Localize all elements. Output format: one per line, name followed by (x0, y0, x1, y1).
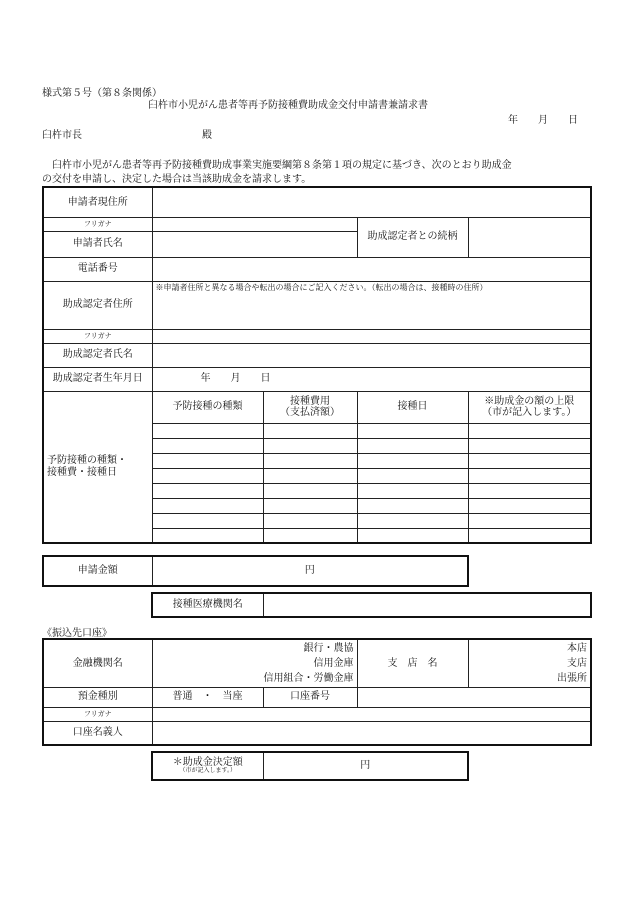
col-limit-line1: ※助成金の額の上限 (484, 395, 575, 407)
vaccine-type-field[interactable] (152, 468, 263, 483)
branch-type-main: 本店 (567, 642, 587, 654)
addressee: 臼杵市長 (42, 130, 82, 141)
branch-label: 支 店 名 (357, 639, 468, 687)
bank-type-kumiai: 信用組合・労働金庫 (263, 672, 354, 684)
recipient-address-field[interactable] (152, 281, 591, 329)
vaccine-cost-field[interactable] (263, 423, 357, 438)
vaccine-cost-field[interactable] (263, 438, 357, 453)
application-amount-field[interactable] (152, 556, 468, 586)
vaccine-limit-field (468, 513, 591, 528)
deposit-type-field[interactable]: 普通 ・ 当座 (152, 687, 263, 707)
vaccine-type-field[interactable] (152, 513, 263, 528)
vaccine-type-field[interactable] (152, 453, 263, 468)
vaccine-cost-field[interactable] (263, 513, 357, 528)
vaccine-date-field[interactable] (357, 453, 468, 468)
vaccine-type-field[interactable] (152, 498, 263, 513)
vaccine-cost-field[interactable] (263, 498, 357, 513)
col-vaccine-type: 予防接種の種類 (152, 391, 263, 423)
decision-amount-field (263, 752, 468, 780)
recipient-name-label: 助成認定者氏名 (43, 343, 152, 367)
vaccination-section-line2: 接種費・接種日 (47, 466, 117, 478)
holder-furigana-label: フリガナ (43, 707, 152, 721)
date-field[interactable]: 年 月 日 (508, 115, 578, 126)
intro-text-2: の交付を申請し、決定した場合は当該助成金を請求します。 (42, 174, 312, 185)
vaccine-limit-field (468, 483, 591, 498)
applicant-furigana-label: フリガナ (43, 217, 152, 231)
recipient-birthdate-field[interactable] (152, 367, 591, 391)
vaccine-date-field[interactable] (357, 513, 468, 528)
vaccine-date-field[interactable] (357, 528, 468, 543)
vaccine-limit-field (468, 468, 591, 483)
phone-field[interactable] (152, 257, 591, 281)
vaccine-type-field[interactable] (152, 423, 263, 438)
recipient-furigana-field[interactable] (152, 329, 591, 343)
col-cost-line1: 接種費用 (290, 395, 330, 407)
vaccine-cost-field[interactable] (263, 528, 357, 543)
bank-section-title: 《振込先口座》 (42, 628, 112, 639)
decision-label-cell (152, 752, 263, 780)
vaccine-type-field[interactable] (152, 528, 263, 543)
recipient-furigana-label: フリガナ (43, 329, 152, 343)
institution-field[interactable] (152, 639, 357, 687)
deposit-type-label: 預金種別 (43, 687, 152, 707)
vaccine-limit-field (468, 528, 591, 543)
applicant-furigana-field[interactable] (152, 217, 357, 231)
col-date: 接種日 (357, 391, 468, 423)
relationship-field[interactable] (468, 217, 591, 257)
honorific: 殿 (202, 130, 212, 141)
applicant-address-field[interactable] (152, 187, 591, 217)
recipient-birthdate-label: 助成認定者生年月日 (43, 367, 152, 391)
birthdate-format: 年 月 日 (200, 373, 271, 385)
address-note: ※申請者住所と異なる場合や転出の場合にご記入ください。（転出の場合は、接種時の住所） (155, 282, 488, 292)
clinic-field[interactable] (263, 593, 591, 617)
clinic-table (151, 592, 592, 618)
decision-table (151, 751, 469, 781)
bank-type-shinkin: 信用金庫 (313, 657, 354, 669)
vaccine-date-field[interactable] (357, 468, 468, 483)
phone-label: 電話番号 (43, 257, 152, 281)
form-number: 様式第５号（第８条関係） (42, 88, 162, 99)
bank-type-bank: 銀行・農協 (303, 642, 354, 654)
col-limit-line2: （市が記入します。） (482, 407, 577, 418)
decision-note: （市が記入します。） (179, 767, 237, 775)
vaccine-cost-field[interactable] (263, 453, 357, 468)
application-amount-label: 申請金額 (43, 556, 152, 586)
vaccination-section-line1: 予防接種の種類・ (47, 455, 127, 467)
vaccination-section-label (43, 391, 152, 543)
vaccine-date-field[interactable] (357, 423, 468, 438)
branch-field[interactable] (468, 639, 591, 687)
intro-text-1: 臼杵市小児がん患者等再予防接種費助成事業実施要綱第８条第１項の規定に基づき、次のとおり助成金 (42, 160, 512, 171)
branch-type-office: 出張所 (557, 672, 587, 684)
relationship-label: 助成認定者との続柄 (357, 217, 468, 257)
clinic-label: 接種医療機関名 (152, 593, 263, 617)
account-holder-label: 口座名義人 (43, 721, 152, 745)
account-number-label: 口座番号 (263, 687, 357, 707)
vaccine-date-field[interactable] (357, 483, 468, 498)
institution-label: 金融機関名 (43, 639, 152, 687)
vaccine-limit-field (468, 498, 591, 513)
bank-table (42, 638, 592, 746)
decision-label: ＊助成金決定額 (172, 756, 243, 768)
holder-furigana-field[interactable] (152, 707, 591, 721)
recipient-address-label: 助成認定者住所 (43, 281, 152, 329)
col-cost (263, 391, 357, 423)
application-amount-table (42, 555, 469, 587)
vaccine-cost-field[interactable] (263, 468, 357, 483)
vaccine-limit-field (468, 453, 591, 468)
account-number-field[interactable] (357, 687, 591, 707)
applicant-address-label: 申請者現住所 (43, 187, 152, 217)
applicant-name-label: 申請者氏名 (43, 231, 152, 257)
branch-type-branch: 支店 (567, 657, 587, 669)
vaccine-type-field[interactable] (152, 483, 263, 498)
vaccine-limit-field (468, 423, 591, 438)
account-holder-field[interactable] (152, 721, 591, 745)
col-cost-line2: （支払済額） (280, 407, 340, 418)
vaccine-type-field[interactable] (152, 438, 263, 453)
vaccine-cost-field[interactable] (263, 483, 357, 498)
recipient-name-field[interactable] (152, 343, 591, 367)
vaccine-date-field[interactable] (357, 438, 468, 453)
application-amount-yen: 円 (304, 565, 315, 577)
col-limit (468, 391, 591, 423)
form-title: 臼杵市小児がん患者等再予防接種費助成金交付申請書兼請求書 (148, 100, 428, 111)
applicant-name-field[interactable] (152, 231, 357, 257)
decision-yen: 円 (360, 760, 371, 772)
vaccine-date-field[interactable] (357, 498, 468, 513)
vaccine-limit-field (468, 438, 591, 453)
application-table (42, 186, 592, 544)
